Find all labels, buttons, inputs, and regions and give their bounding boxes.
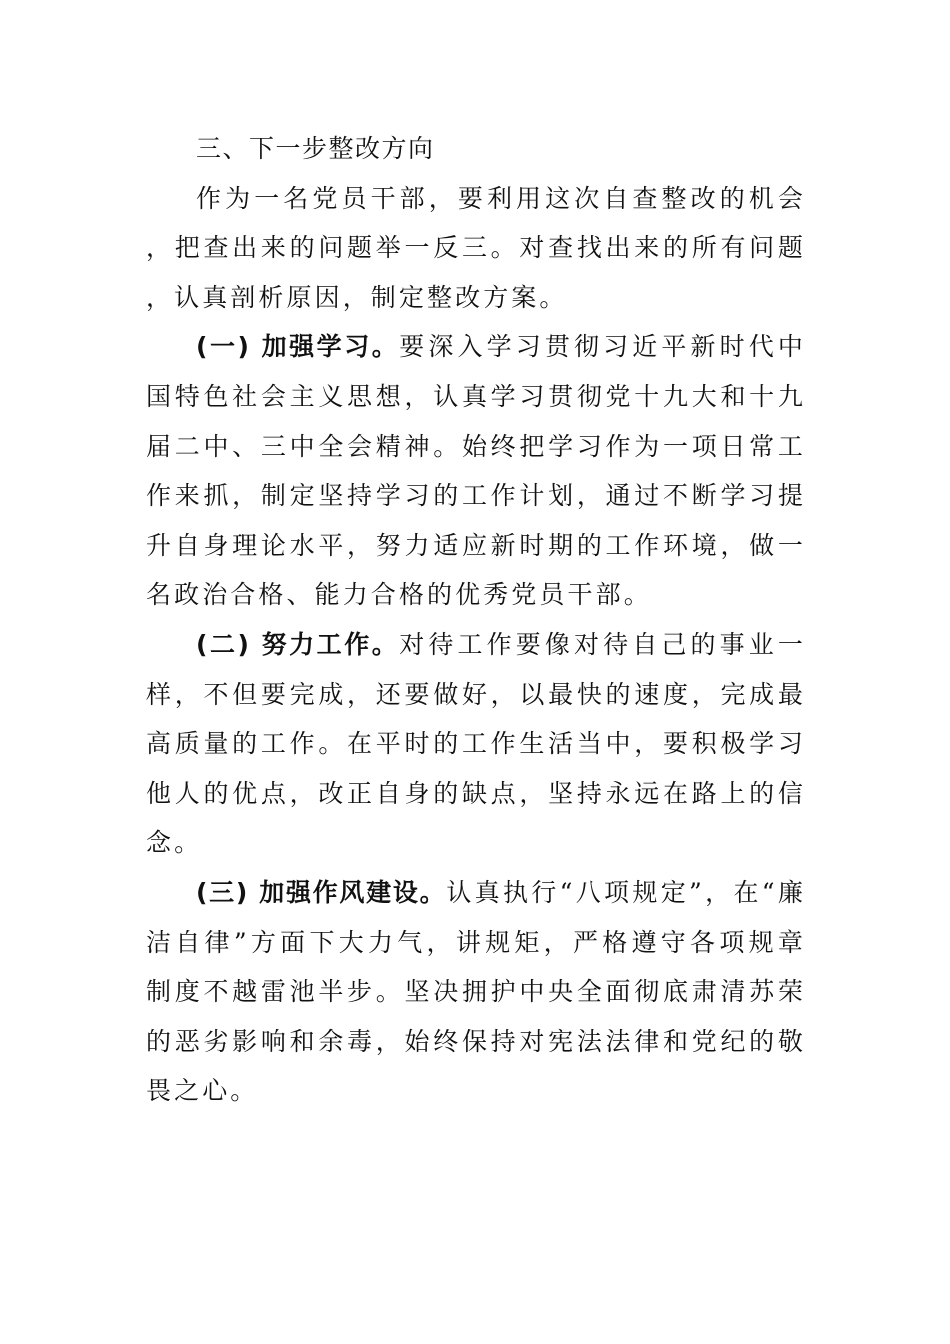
item-body-2: 对待工作要像对待自己的事业一样，不但要完成，还要做好，以最快的速度，完成最高质量的工作。在平时的工作生活当中，要积极学习他人的优点，改正自身的缺点，坚持永远在路上的信念。 xyxy=(146,629,806,858)
item-lead-2: (二) 努力工作。 xyxy=(196,629,400,659)
item-paragraph-3 xyxy=(146,868,806,1116)
item-lead-3: (三) 加强作风建设。 xyxy=(196,877,447,907)
intro-paragraph: 作为一名党员干部，要利用这次自查整改的机会，把查出来的问题举一反三。对查找出来的所有问题，认真剖析原因，制定整改方案。 xyxy=(146,183,806,312)
item-body-3: 认真执行“八项规定”，在“廉洁自律”方面下大力气，讲规矩，严格遵守各项规章制度不越雷池半步。坚决拥护中央全面彻底肃清苏荣的恶劣影响和余毒，始终保持对宪法法律和党纪的敬畏之心。 xyxy=(146,877,806,1106)
item-paragraph-1 xyxy=(146,322,806,620)
item-body-1: 要深入学习贯彻习近平新时代中国特色社会主义思想，认真学习贯彻党十九大和十九届二中、三中全会精神。始终把学习作为一项日常工作来抓，制定坚持学习的工作计划，通过不断学习提升自身理论水平，努力适应新时期的工作环境，做一名政治合格、能力合格的优秀党员干部。 xyxy=(146,332,806,610)
item-paragraph-2 xyxy=(146,620,806,868)
section-heading: 三、下一步整改方向 xyxy=(196,134,435,163)
document-body xyxy=(146,124,806,1116)
item-lead-1: (一) 加强学习。 xyxy=(196,332,400,362)
